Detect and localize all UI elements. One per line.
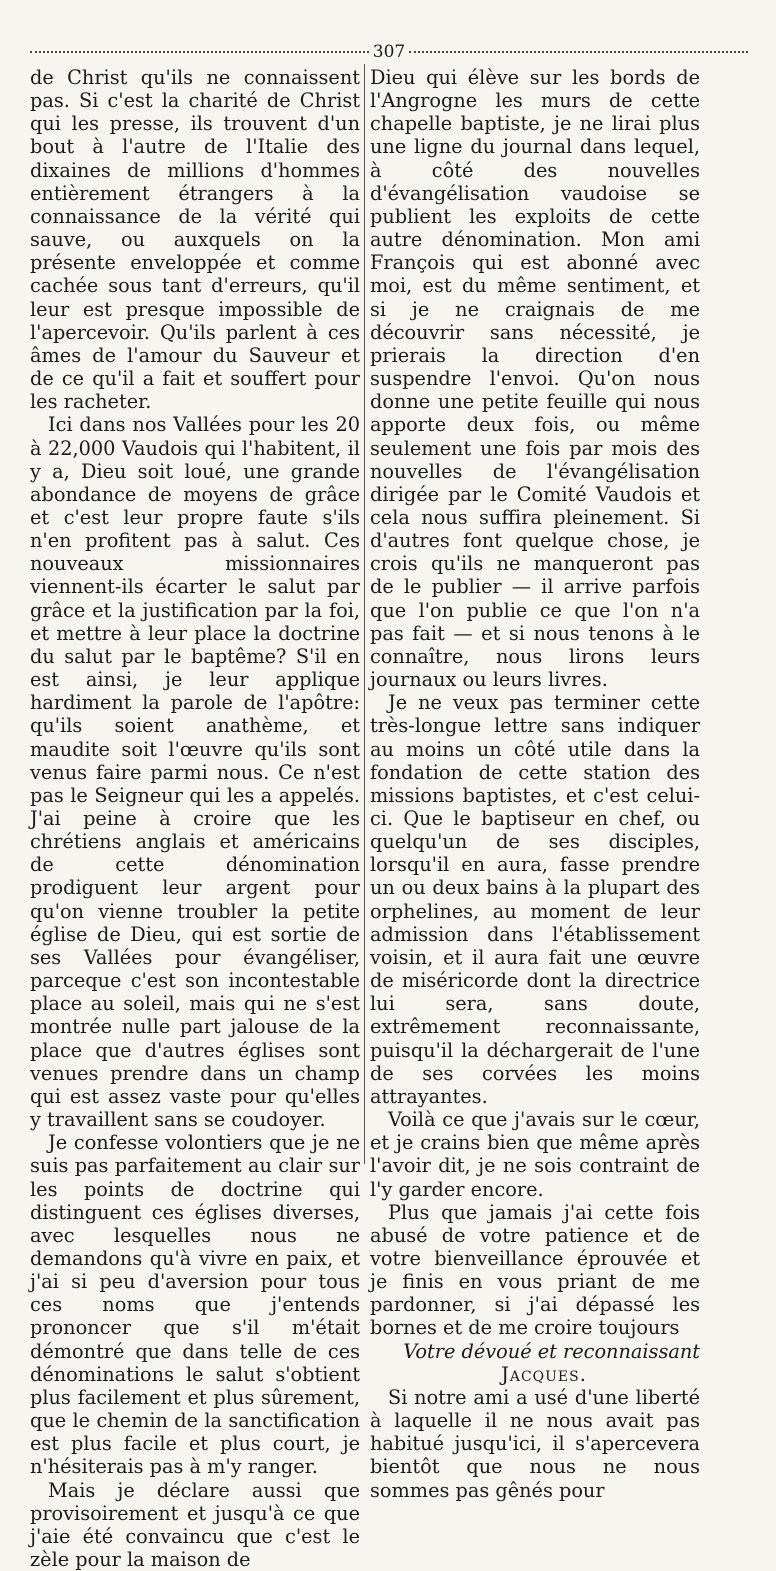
page-header xyxy=(30,42,748,62)
paragraph: Je confesse volontiers que je ne suis pas parfaitement au clair sur les points de doctrine qui distinguent ces églises diverses, avec lesquelles nous ne demandons qu'à vivre en paix, et j'ai si peu d'aversion pour tous ces noms que j'entends prononcer que s'il m'était démontré que dans telle de ces dénominations le salut s'obtient plus facilement et plus sûrement, que le chemin de la sanctification est plus facile et plus court, je n'hésiterais pas à m'y ranger. xyxy=(30,1131,360,1479)
postscript-paragraph: Si notre ami a usé d'une liberté à laquelle il ne nous avait pas habitué jusqu'ici, il s'apercevera bientôt que nous ne nous sommes pas gênés pour xyxy=(370,1385,700,1502)
paragraph: Mais je déclare aussi que provisoirement et jusqu'à ce que j'aie été convaincu que c'est le zèle pour la maison de xyxy=(30,1478,360,1571)
paragraph: Je ne veux pas terminer cette très-longue lettre sans indiquer au moins un côté utile dans la fondation de cette station des missions baptistes, et c'est celui-ci. Que le baptiseur en chef, ou quelqu'un de ses disciples, lorsqu'il en aura, fasse prendre un ou deux bains à la plupart des orphelines, au moment de leur admission dans l'établissement voisin, et il aura fait une œuvre de miséricorde dont la directrice lui sera, sans doute, extrêmement reconnaissante, puisqu'il la déchargerait de l'une de ses corvées les moins attrayantes. xyxy=(370,691,700,1108)
paragraph: Ici dans nos Vallées pour les 20 à 22,000 Vaudois qui l'habitent, il y a, Dieu soit loué, une grande abondance de moyens de grâce et c'est leur propre faute s'ils n'en profitent pas à salut. Ces nouveaux missionnaires viennent-ils écarter le salut par grâce et la justification par la foi, et mettre à leur place la doctrine du salut par le baptême? S'il en est ainsi, je leur applique hardiment la parole de l'apôtre: qu'ils soient anathème, et maudite soit l'œuvre qu'ils sont venus faire parmi nous. Ce n'est pas le Seigneur qui les a appelés. J'ai peine à croire que les chrétiens anglais et américains de cette dénomination prodiguent leur argent pour qu'on vienne troubler la petite église de Dieu, qui est sortie de ses Vallées pour évangéliser, parceque c'est son incontestable place au soleil, mais qui ne s'est montrée nulle part jalouse de la place que d'autres églises sont venues prendre dans un champ qui est assez vaste pour qu'elles y travaillent sans se coudoyer. xyxy=(30,413,360,1132)
paragraph: Plus que jamais j'ai cette fois abusé de votre patience et de votre bienveillance éprouvée et je finis en vous priant de me pardonner, si j'ai dépassé les bornes et de me croire toujours xyxy=(370,1200,700,1340)
right-column xyxy=(370,66,700,1502)
header-rule-left xyxy=(30,51,369,53)
paragraph: Voilà ce que j'avais sur le cœur, et je crains bien que même après l'avoir dit, je ne sois contraint de l'y garder encore. xyxy=(370,1108,700,1201)
header-rule-right xyxy=(409,51,748,53)
signature: Jacques. xyxy=(501,1362,587,1386)
left-column xyxy=(30,66,360,1571)
closing-line: Votre dévoué et reconnaissant xyxy=(403,1339,700,1363)
page-number: 307 xyxy=(372,42,406,62)
column-divider xyxy=(364,64,365,1164)
paragraph: Dieu qui élève sur les bords de l'Angrogne les murs de cette chapelle baptiste, je ne lirai plus une ligne du journal dans lequel, à côté des nouvelles d'évangélisation vaudoise se publient les exploits de cette autre dénomination. Mon ami François qui est abonné avec moi, est du même sentiment, et si je ne craignais de me découvrir sans nécessité, je prierais la direction d'en suspendre l'envoi. Qu'on nous donne une petite feuille qui nous apporte deux fois, ou même seulement une fois par mois des nouvelles de l'évangélisation dirigée par le Comité Vaudois et cela nous suffira pleinement. Si d'autres font quelque chose, je crois qu'ils ne manqueront pas de le publier — il arrive parfois que l'on publie ce que l'on n'a pas fait — et si nous tenons à le connaître, nous lirons leurs journaux ou leurs livres. xyxy=(370,66,700,692)
paragraph: de Christ qu'ils ne connaissent pas. Si c'est la charité de Christ qui les presse, ils trouvent d'un bout à l'autre de l'Italie des dixaines de millions d'hommes entièrement étrangers à la connaissance de la vérité qui sauve, ou auxquels on la présente enveloppée et comme cachée sous tant d'erreurs, qu'il leur est presque impossible de l'apercevoir. Qu'ils parlent à ces âmes de l'amour du Sauveur et de ce qu'il a fait et souffert pour les racheter. xyxy=(30,66,360,414)
